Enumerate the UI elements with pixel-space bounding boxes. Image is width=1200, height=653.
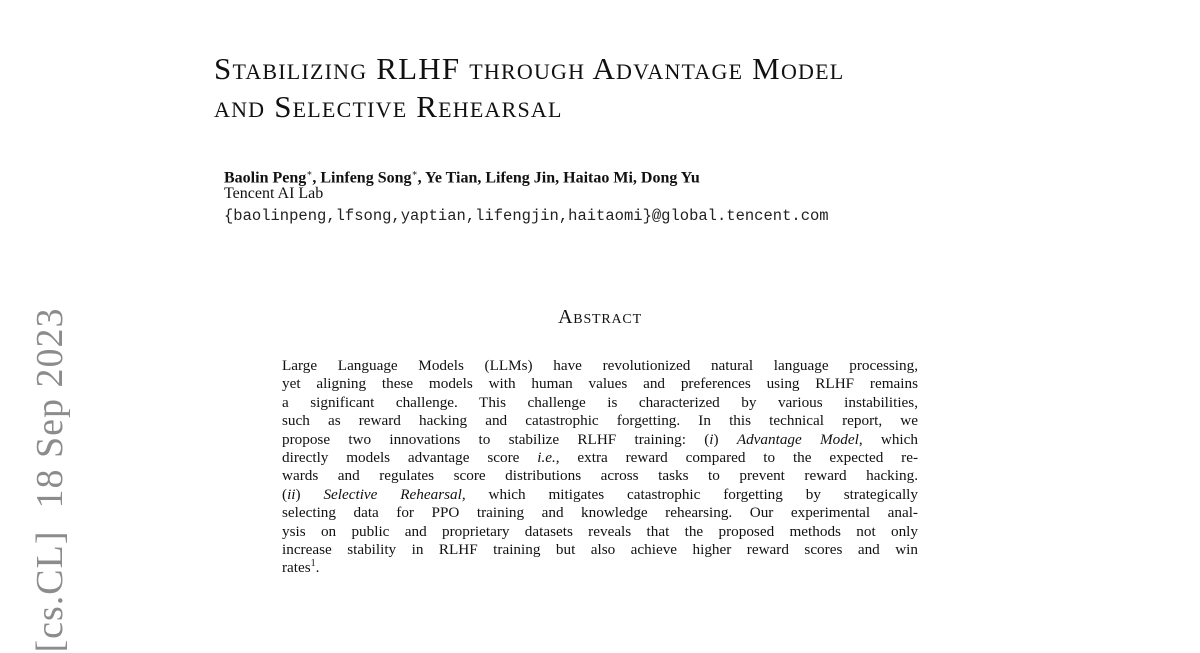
title-line-2: and Selective Rehearsal <box>214 89 563 124</box>
footnote-marker[interactable]: 1 <box>310 558 316 570</box>
abstract-line: selecting data for PPO training and knowledge rehearsing. Our experimental anal- <box>282 504 918 522</box>
affiliation: Tencent AI Lab <box>224 185 324 202</box>
arxiv-date: 18 Sep 2023 <box>29 307 71 509</box>
abstract-line: increase stability in RLHF training but also achieve higher reward scores and win <box>282 541 918 559</box>
author-2: Linfeng Song <box>320 169 412 187</box>
author-email: {baolinpeng,lfsong,yaptian,lifengjin,haitaomi}@global.tencent.com <box>224 207 829 225</box>
abstract-line: propose two innovations to stabilize RLHF training: (i) Advantage Model, which <box>282 430 918 448</box>
abstract-heading: Abstract <box>558 306 642 328</box>
title-line-1: Stabilizing RLHF through Advantage Model <box>214 51 845 86</box>
author-rest: , Ye Tian, Lifeng Jin, Haitao Mi, Dong Yu <box>417 169 700 187</box>
author-1-mark: ∗ <box>306 168 313 178</box>
author-2-mark: ∗ <box>411 168 418 178</box>
paper-title <box>214 50 1114 126</box>
abstract-line: (ii) Selective Rehearsal, which mitigates catastrophic forgetting by strategically <box>282 485 918 503</box>
author-1: Baolin Peng <box>224 169 307 187</box>
abstract-line: ysis on public and proprietary datasets reveals that the proposed methods not only <box>282 522 918 540</box>
abstract-line: wards and regulates score distributions across tasks to prevent reward hacking. <box>282 467 918 485</box>
abstract-line: Large Language Models (LLMs) have revolutionized natural language processing, <box>282 357 918 374</box>
abstract-line: a significant challenge. This challenge is characterized by various instabilities, <box>282 393 918 411</box>
abstract-line: directly models advantage score i.e., extra reward compared to the expected re- <box>282 449 919 467</box>
arxiv-category: [cs.CL] <box>29 530 71 653</box>
abstract-line: such as reward hacking and catastrophic forgetting. In this technical report, we <box>282 412 918 430</box>
abstract-line: yet aligning these models with human values and preferences using RLHF remains <box>282 375 918 393</box>
abstract-body <box>282 357 918 578</box>
author-list: Baolin Peng∗, Linfeng Song∗, Ye Tian, Lifeng Jin, Haitao Mi, Dong Yu <box>224 168 700 187</box>
arxiv-sidebar-stamp <box>31 307 69 652</box>
abstract-line: rates$^1$. <box>282 558 320 577</box>
